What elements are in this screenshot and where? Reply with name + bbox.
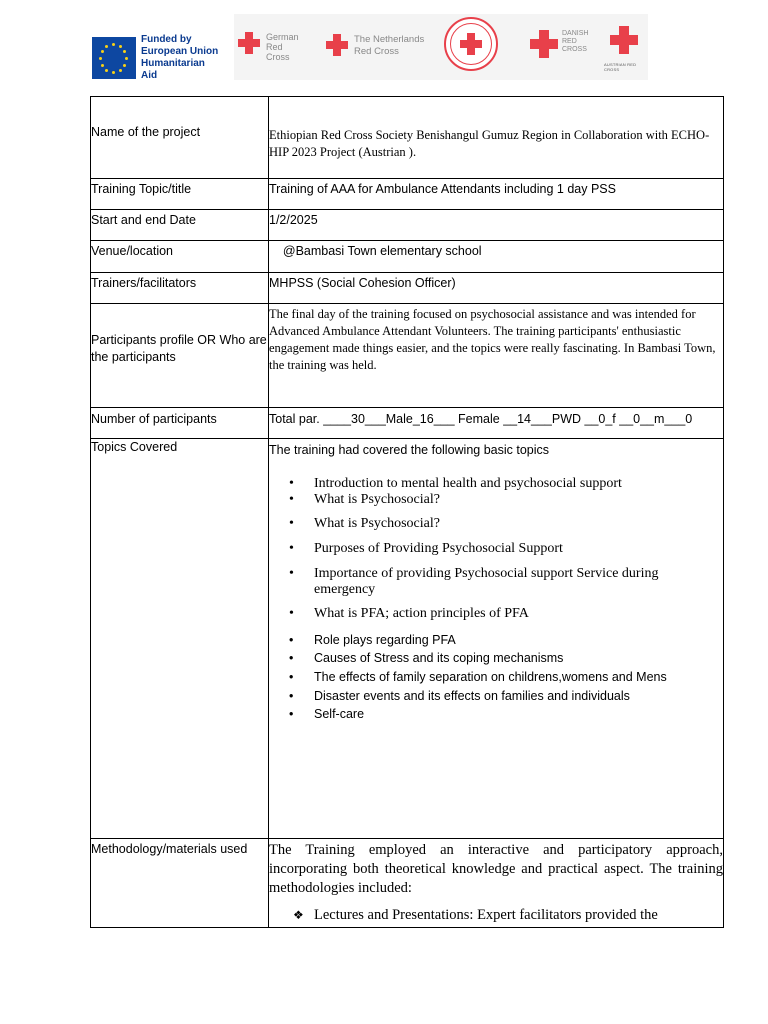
table-row [91,97,724,179]
funder-logo-strip [92,14,652,80]
venue-value: @Bambasi Town elementary school [269,241,724,273]
topics-covered-cell [269,439,724,839]
table-row [91,439,724,839]
table-row [91,241,724,273]
methodology-text: The Training employed an interactive and participatory approach, incorporating both theoretical knowledge and practical aspect. The training methodologies included: [269,842,723,896]
participants-profile-value: The final day of the training focused on psychosocial assistance and was intended for Advanced Ambulance Attendant Volunteers. The training participants' enthusiastic engagement made things easier, and the topics were really fascinating. In Bambasi Town, the training was held. [269,304,724,408]
netherlands-red-cross-logo [326,34,424,58]
german-red-cross-logo [238,32,299,62]
list-item: • The effects of family separation on childrens,womens and Mens [269,668,723,687]
list-item: • Introduction to mental health and psychosocial support [269,476,723,492]
methodology-cell [269,839,724,928]
austrian-red-cross-logo [610,26,638,54]
table-row [91,179,724,210]
list-item: • Self-care [269,705,723,724]
project-name-label: Name of the project [91,97,269,179]
list-item: • What is Psychosocial? [269,492,723,508]
austrian-red-cross-label: AUSTRIAN RED CROSS [604,62,637,72]
topics-list [269,476,723,724]
topics-intro: The training had covered the following basic topics [269,443,550,457]
participants-count-label: Number of participants [91,408,269,439]
danish-red-cross-logo [530,30,588,58]
topics-covered-label: Topics Covered [91,439,269,839]
venue-label: Venue/location [91,241,269,273]
list-item: • Causes of Stress and its coping mechanisms [269,649,723,668]
methodology-bullet: ❖ Lectures and Presentations: Expert facilitators provided the [269,906,723,925]
red-cross-icon [530,30,558,58]
list-item: • What is PFA; action principles of PFA [269,606,723,622]
danish-red-cross-label: DANISH RED CROSS [562,30,589,53]
training-report-table [90,96,724,928]
trainers-value: MHPSS (Social Cohesion Officer) [269,273,724,304]
netherlands-red-cross-label: The Netherlands Red Cross [354,34,425,57]
list-item: • Importance of providing Psychosocial support Service during emergency [269,566,723,598]
eu-humanitarian-aid-logo [92,34,221,82]
participants-profile-label: Participants profile OR Who are the participants [91,304,269,408]
eu-logo-line3: Humanitarian Aid [141,58,205,81]
table-row [91,304,724,408]
project-name-value: Ethiopian Red Cross Society Benishangul Gumuz Region in Collaboration with ECHO-HIP 2023 Project (Austrian ). [269,97,724,179]
eu-flag-icon [92,37,136,79]
red-cross-logos-band [234,14,648,80]
table-row [91,273,724,304]
trainers-label: Trainers/facilitators [91,273,269,304]
list-item: • Disaster events and its effects on families and individuals [269,687,723,705]
ethiopian-red-cross-seal-icon [444,17,498,71]
eu-logo-line2: European Union [141,46,219,57]
methodology-label: Methodology/materials used [91,839,269,928]
date-value: 1/2/2025 [269,210,724,241]
red-cross-icon [610,26,638,54]
training-topic-label: Training Topic/title [91,179,269,210]
list-item: • Role plays regarding PFA [269,631,723,649]
training-topic-value: Training of AAA for Ambulance Attendants including 1 day PSS [269,179,724,210]
table-row [91,839,724,928]
red-cross-icon [326,34,348,56]
list-item: • What is Psychosocial? [269,516,723,532]
eu-logo-line1: Funded by [141,34,192,45]
red-cross-icon [238,32,260,54]
list-item: • Purposes of Providing Psychosocial Support [269,541,723,557]
table-row [91,210,724,241]
participants-count-value: Total par. ____30___Male_16___ Female __14___PWD __0_f __0__m___0 [269,408,724,439]
date-label: Start and end Date [91,210,269,241]
german-red-cross-label: German Red Cross [266,32,299,62]
table-row [91,408,724,439]
